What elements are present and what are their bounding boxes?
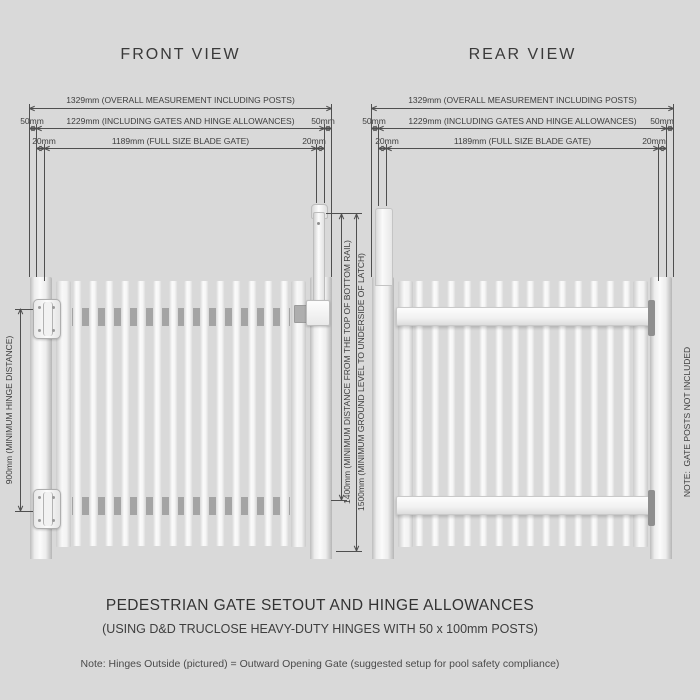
rear-dim-hinge-left: 20mm [375,136,399,146]
rear-dim-hinge-right: 20mm [642,136,666,146]
front-view-title: FRONT VIEW [120,46,241,63]
gate-picket [184,281,193,546]
front-dim-overall: 1329mm (OVERALL MEASUREMENT INCLUDING POSTS) [66,95,295,105]
rear-left-post [372,277,394,559]
rear-view-title: REAR VIEW [468,46,577,63]
gate-picket [216,281,225,546]
front-bottom-hinge [33,489,61,529]
front-dim-post-left: 50mm [20,116,44,126]
rear-dim-blade: 1189mm (FULL SIZE BLADE GATE) [453,136,592,146]
gate-picket [153,281,162,546]
gate-picket [169,281,178,546]
front-dim-hinge-distance: 900mm (MINIMUM HINGE DISTANCE) [4,335,14,485]
gate-picket [248,281,257,546]
front-top-hinge [33,299,61,339]
rear-bottom-rail [396,496,650,515]
gate-picket [73,281,82,546]
front-dim-blade: 1189mm (FULL SIZE BLADE GATE) [111,136,250,146]
front-dim-hinge-left: 20mm [32,136,56,146]
gate-picket [137,281,146,546]
rear-note-posts-not-included: NOTE: GATE POSTS NOT INCLUDED [682,346,692,498]
rear-top-rail [396,307,650,326]
gate-picket [121,281,130,546]
front-dim-gates: 1229mm (INCLUDING GATES AND HINGE ALLOWANCES) [66,116,295,126]
latch-post-bracket [306,300,330,326]
front-dim-post-right: 50mm [311,116,335,126]
gate-picket [89,281,98,546]
latch-keyhole [317,222,320,225]
gate-picket [280,281,289,546]
rear-bottom-hinge-edge [648,490,655,526]
gate-picket [105,281,114,546]
footer-title: PEDESTRIAN GATE SETOUT AND HINGE ALLOWANCES [105,597,535,614]
front-gate-pickets [73,281,289,546]
footer-subtitle: (USING D&D TRUCLOSE HEAVY-DUTY HINGES WITH 50 x 100mm POSTS) [102,622,538,636]
gate-picket [200,281,209,546]
rear-top-hinge-edge [648,300,655,336]
front-dim-hinge-right: 20mm [302,136,326,146]
front-dim-bottom-rail: 1400mm (MINIMUM DISTANCE FROM THE TOP OF BOTTOM RAIL) [342,240,352,504]
gate-picket [232,281,241,546]
rear-latch-striker [375,208,393,286]
gate-picket [264,281,273,546]
rear-dim-overall: 1329mm (OVERALL MEASUREMENT INCLUDING POSTS) [408,95,637,105]
front-dim-ground-latch: 1500mm (MINIMUM GROUND LEVEL TO UNDERSIDE OF LATCH) [356,252,366,512]
footer-note: Note: Hinges Outside (pictured) = Outward Opening Gate (suggested setup for pool safety compliance) [80,658,560,670]
rear-dim-post-left: 50mm [362,116,386,126]
rear-dim-post-right: 50mm [650,116,674,126]
rear-dim-gates: 1229mm (INCLUDING GATES AND HINGE ALLOWANCES) [408,116,637,126]
